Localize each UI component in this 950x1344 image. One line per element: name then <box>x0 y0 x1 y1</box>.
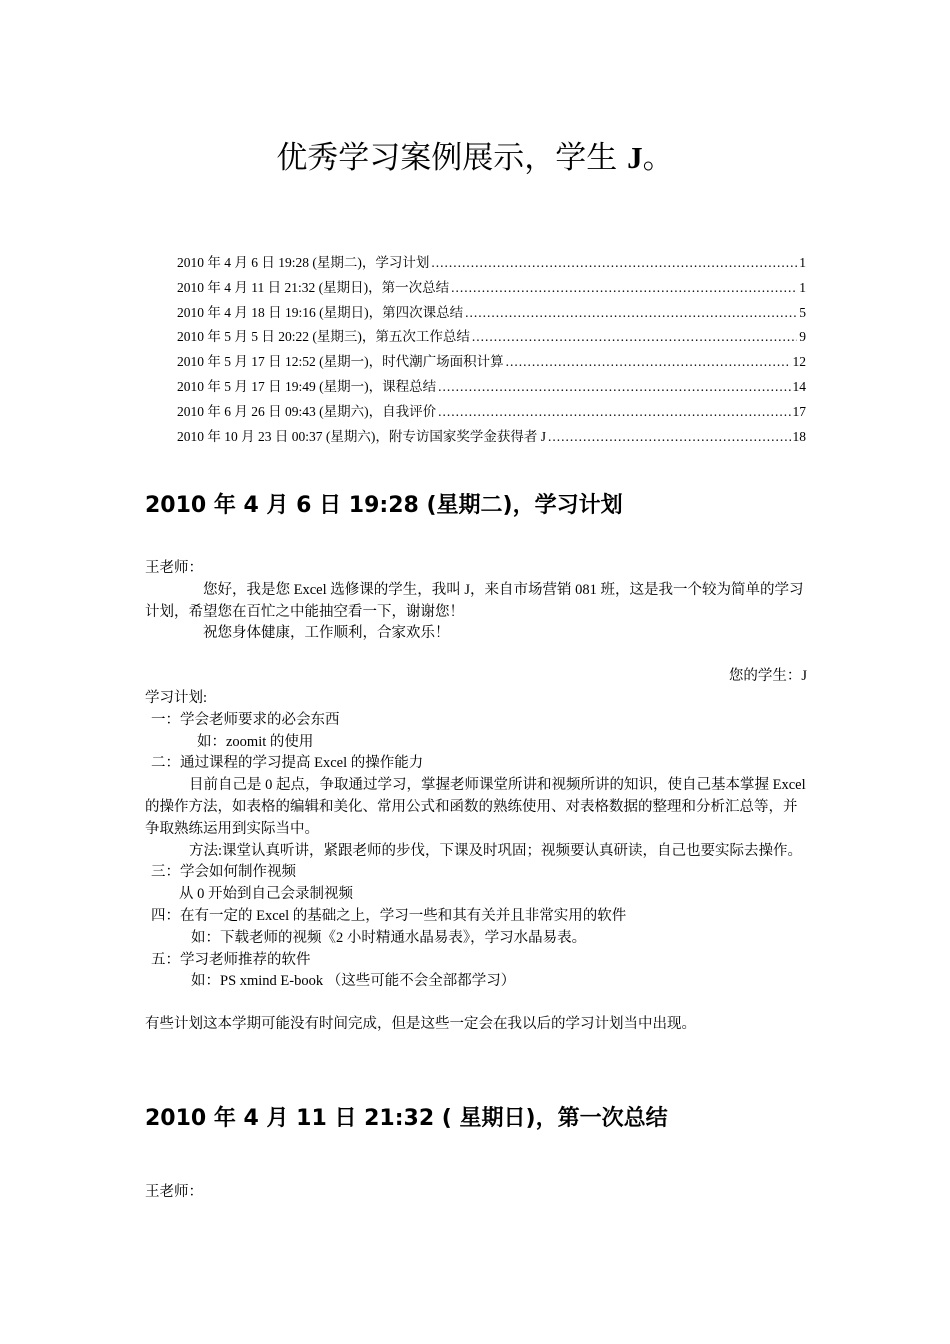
greeting: 王老师： <box>145 560 203 576</box>
toc-entry-label: 2010 年 5 月 17 日 12:52 (星期一)，时代潮广场面积计算 <box>177 354 504 370</box>
plan-item-1-detail: 如：zoomit 的使用 <box>197 733 314 750</box>
section2-heading: 2010 年 4 月 11 日 21:32 ( 星期日)，第一次总结 <box>145 1106 668 1131</box>
toc-leader <box>451 280 797 296</box>
plan-item-5-detail: 如：PS xmind E-book （这些可能不会全部都学习） <box>191 973 516 990</box>
toc-entry-page: 5 <box>799 304 806 320</box>
plan-item-1: 一：学会老师要求的必会东西 <box>151 711 340 728</box>
toc-leader <box>438 404 790 420</box>
toc-entry-label: 2010 年 4 月 18 日 19:16 (星期日)，第四次课总结 <box>177 304 464 320</box>
toc-entry[interactable] <box>177 325 806 350</box>
toc-leader <box>472 329 797 345</box>
letter-paragraph: 您好，我是您 Excel 选修课的学生，我叫 J，来自市场营销 081 班，这是我一个较为简单的学习计划，希望您在百忙之中能抽空看一下，谢谢您！ <box>145 581 804 620</box>
toc-entry-label: 2010 年 4 月 11 日 21:32 (星期日)，第一次总结 <box>177 279 450 295</box>
toc-entry-label: 2010 年 10 月 23 日 00:37 (星期六)，附专访国家奖学金获得者 J <box>177 428 546 444</box>
letter-wish: 祝您身体健康，工作顺利，合家欢乐！ <box>203 625 450 642</box>
title-name: J <box>627 140 643 175</box>
table-of-contents <box>177 251 806 449</box>
toc-leader <box>506 354 791 370</box>
plan-item-2: 二：通过课程的学习提高 Excel 的操作能力 <box>151 755 424 772</box>
toc-entry-page: 1 <box>799 279 806 295</box>
plan-item-2-method: 方法:课堂认真听讲，紧跟老师的步伐，下课及时巩固；视频要认真研读，自己也要实际去操作。 <box>189 842 803 859</box>
greeting: 王老师： <box>145 1184 203 1200</box>
plan-item-3: 三：学会如何制作视频 <box>151 864 296 881</box>
toc-entry-page: 18 <box>792 428 806 444</box>
toc-entry-label: 2010 年 4 月 6 日 19:28 (星期二)，学习计划 <box>177 255 430 270</box>
toc-entry-page: 9 <box>799 329 806 345</box>
section2-body <box>145 1182 807 1204</box>
toc-entry-page: 14 <box>792 378 806 394</box>
signature: 您的学生：J <box>728 668 807 685</box>
title-main: 优秀学习案例展示，学生 <box>276 140 618 176</box>
plan-title: 学习计划: <box>145 689 208 706</box>
toc-leader <box>548 429 791 445</box>
toc-entry[interactable] <box>177 350 806 375</box>
toc-leader <box>465 305 797 321</box>
toc-entry-page: 12 <box>792 354 806 370</box>
toc-entry[interactable] <box>177 251 806 276</box>
toc-leader <box>438 379 790 395</box>
plan-item-4-detail: 如：下载老师的视频《2 小时精通水晶易表》，学习水晶易表。 <box>191 929 587 946</box>
toc-leader <box>431 255 797 271</box>
plan-closing: 有些计划这本学期可能没有时间完成，但是这些一定会在我以后的学习计划当中出现。 <box>145 1016 696 1033</box>
toc-entry[interactable] <box>177 301 806 326</box>
toc-entry-label: 2010 年 6 月 26 日 09:43 (星期六)，自我评价 <box>177 403 437 419</box>
toc-entry[interactable] <box>177 276 806 301</box>
toc-entry-page: 17 <box>792 403 806 419</box>
toc-entry-label: 2010 年 5 月 5 日 20:22 (星期三)，第五次工作总结 <box>177 329 470 345</box>
toc-entry[interactable] <box>177 375 806 400</box>
toc-entry[interactable] <box>177 425 806 450</box>
plan-item-4: 四：在有一定的 Excel 的基础之上，学习一些和其有关并且非常实用的软件 <box>151 907 627 924</box>
plan-item-2-paragraph: 目前自己是 0 起点，争取通过学习，掌握老师课堂所讲和视频所讲的知识，使自己基本掌握 Excel 的操作方法，如表格的编辑和美化、常用公式和函数的熟练使用、对表格数据的整理和分析汇总等，并争取熟练运用到实际当中。 <box>145 777 806 837</box>
plan-item-5: 五：学习老师推荐的软件 <box>151 951 311 968</box>
toc-entry-label: 2010 年 5 月 17 日 19:49 (星期一)，课程总结 <box>177 378 437 394</box>
section1-body <box>145 558 807 1036</box>
title-end: 。 <box>642 140 674 176</box>
toc-entry-page: 1 <box>799 255 806 270</box>
section1-heading: 2010 年 4 月 6 日 19:28 (星期二)，学习计划 <box>145 493 623 518</box>
document-title <box>0 136 950 180</box>
plan-item-3-detail: 从 0 开始到自己会录制视频 <box>179 886 353 903</box>
toc-entry[interactable] <box>177 400 806 425</box>
